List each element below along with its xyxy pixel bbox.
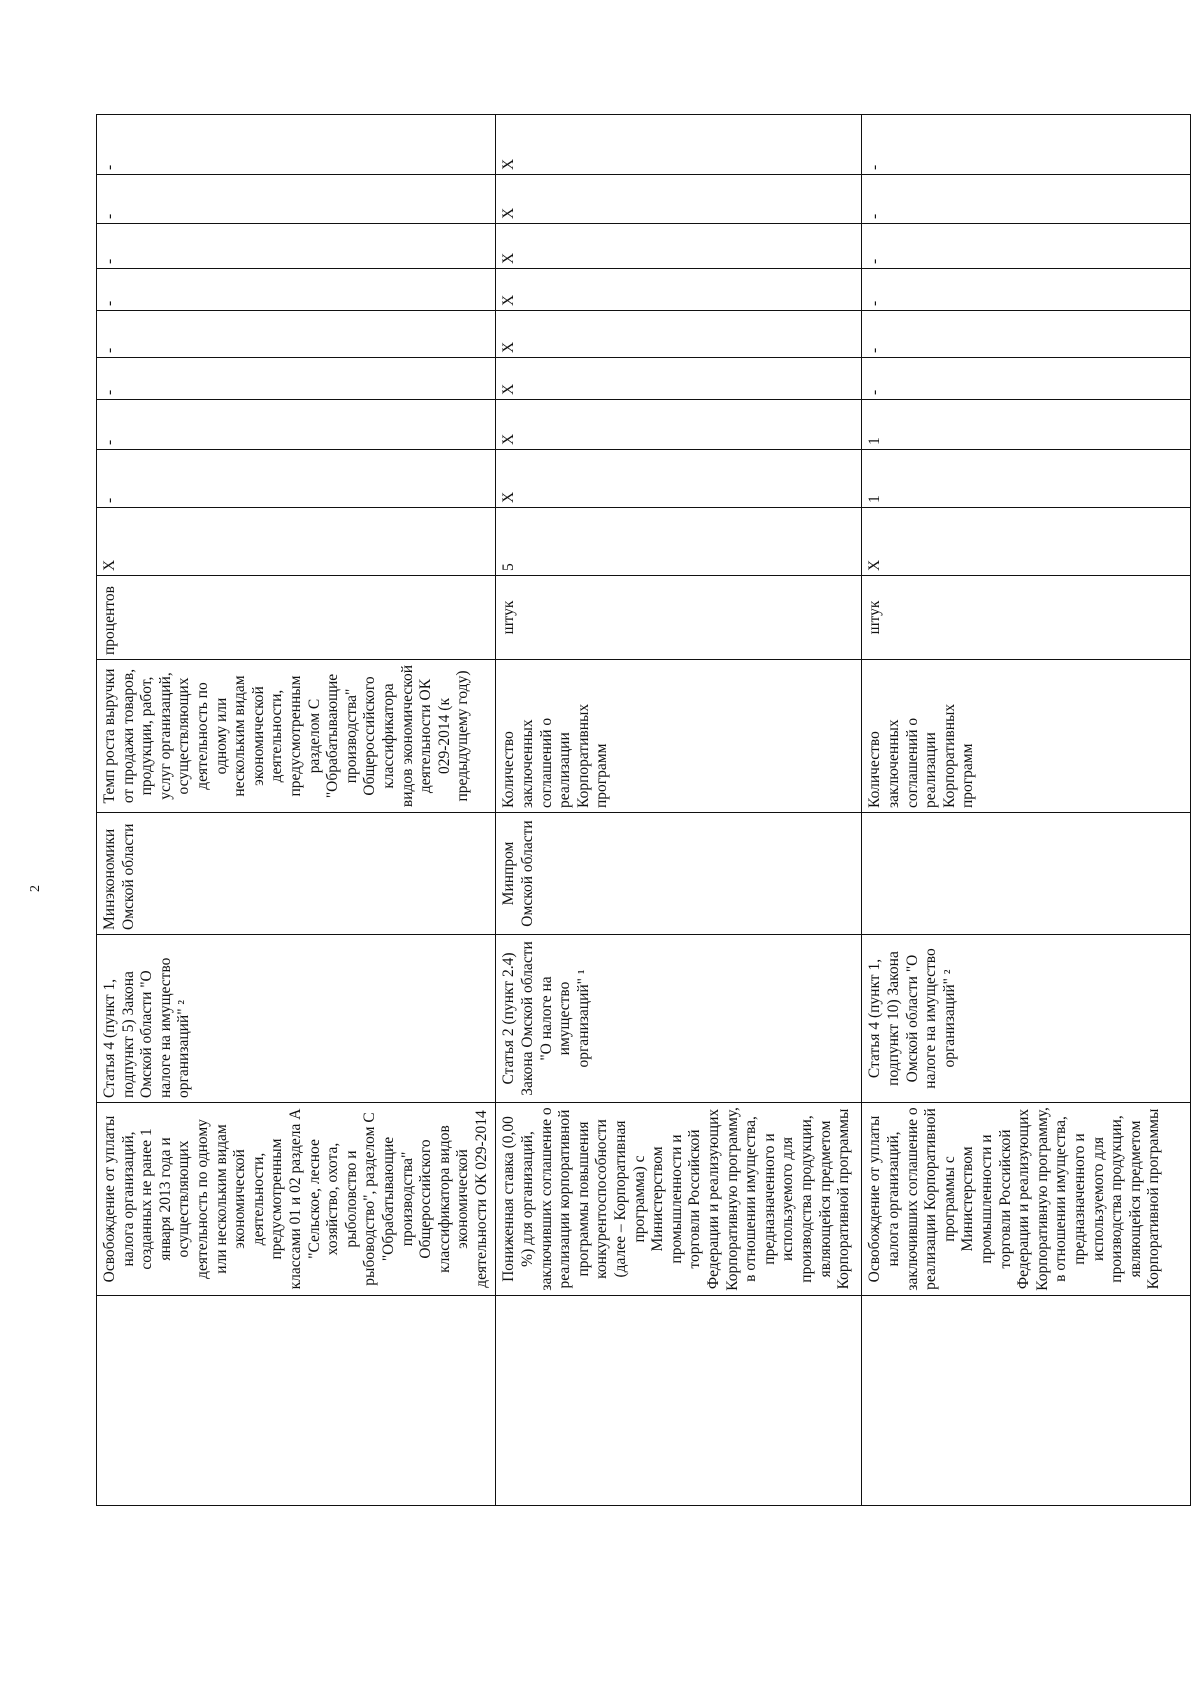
- table-row: [862, 115, 1191, 1506]
- value-cell: 1: [862, 450, 1191, 508]
- curator-cell: Минпром Омской области: [496, 813, 862, 935]
- unit-cell: штук: [862, 576, 1191, 660]
- table-row: [496, 115, 862, 1506]
- value-cell: -: [97, 175, 496, 224]
- benefit-description-cell: Освобождение от уплаты налога организаций, заключивших соглашение о реализации Корпоративной программы с Министерством промышленности и торговли Российской Федерации и реализующих Корпоративную программу, в отношении имущества, предназначенного и используемого для производства продукции, являющейся предметом Корпоративной программы: [862, 1103, 1191, 1296]
- empty-cell: [862, 1296, 1191, 1506]
- curator-cell: Минэкономики Омской области: [97, 813, 496, 935]
- law-reference-cell: Статья 4 (пункт 1, подпункт 5) Закона Омской области "О налоге на имущество организаций" ²: [97, 935, 496, 1103]
- value-cell: -: [97, 400, 496, 450]
- value-cell: X: [496, 269, 862, 311]
- value-cell: -: [862, 224, 1191, 269]
- curator-cell: [862, 813, 1191, 935]
- value-cell: -: [97, 450, 496, 508]
- indicator-cell: Количество заключенных соглашений о реализации Корпоративных программ: [862, 660, 1191, 813]
- value-cell: X: [496, 311, 862, 358]
- unit-cell: процентов: [97, 576, 496, 660]
- law-reference-cell: Статья 2 (пункт 2.4) Закона Омской области "О налоге на имущество организаций" ¹: [496, 935, 862, 1103]
- value-cell: X: [496, 115, 862, 175]
- benefit-description-cell: Пониженная ставка (0,00 %) для организаций, заключивших соглашение о реализации корпоративной программы повышения конкурентоспособности (далее – Корпоративная программа) с Министерством промышленности и торговли Российской Федерации и реализующих Корпоративную программу, в отношении имущества, предназначенного и используемого для производства продукции, являющейся предметом Корпоративной программы: [496, 1103, 862, 1296]
- value-cell: X: [496, 175, 862, 224]
- value-cell: -: [862, 358, 1191, 400]
- value-cell: -: [862, 175, 1191, 224]
- value-cell: -: [862, 115, 1191, 175]
- indicator-cell: Количество заключенных соглашений о реализации Корпоративных программ: [496, 660, 862, 813]
- value-cell: -: [97, 115, 496, 175]
- indicator-cell: Темп роста выручки от продажи товаров, продукции, работ, услуг организаций, осуществляющих деятельность по одному или нескольким видам экономической деятельности, предусмотренным разделом С "Обрабатывающие производства" Общероссийского классификатора видов экономической деятельности ОК 029-2014 (к предыдущему году): [97, 660, 496, 813]
- value-cell: -: [97, 358, 496, 400]
- benefits-table-wrapper: [96, 158, 1163, 1506]
- value-cell: -: [97, 269, 496, 311]
- empty-cell: [496, 1296, 862, 1506]
- value-cell: X: [496, 224, 862, 269]
- value-cell: 5: [496, 508, 862, 576]
- empty-cell: [97, 1296, 496, 1506]
- law-reference-cell: Статья 4 (пункт 1, подпункт 10) Закона Омской области "О налоге на имущество организаций" ²: [862, 935, 1191, 1103]
- value-cell: X: [862, 508, 1191, 576]
- table-row: [97, 115, 496, 1506]
- value-cell: 1: [862, 400, 1191, 450]
- value-cell: -: [862, 269, 1191, 311]
- value-cell: X: [97, 508, 496, 576]
- page-number: 2: [28, 885, 43, 892]
- benefit-description-cell: Освобождение от уплаты налога организаций, созданных не ранее 1 января 2013 года и осуществляющих деятельность по одному или нескольким видам экономической деятельности, предусмотренным классами 01 и 02 раздела А "Сельское, лесное хозяйство, охота, рыболовство и рыбоводство", разделом С "Обрабатывающие производства" Общероссийского классификатора видов экономической деятельности ОК 029-2014: [97, 1103, 496, 1296]
- value-cell: -: [862, 311, 1191, 358]
- unit-cell: штук: [496, 576, 862, 660]
- value-cell: X: [496, 358, 862, 400]
- value-cell: X: [496, 400, 862, 450]
- value-cell: -: [97, 224, 496, 269]
- value-cell: -: [97, 311, 496, 358]
- tax-benefits-table: [96, 114, 1191, 1506]
- value-cell: X: [496, 450, 862, 508]
